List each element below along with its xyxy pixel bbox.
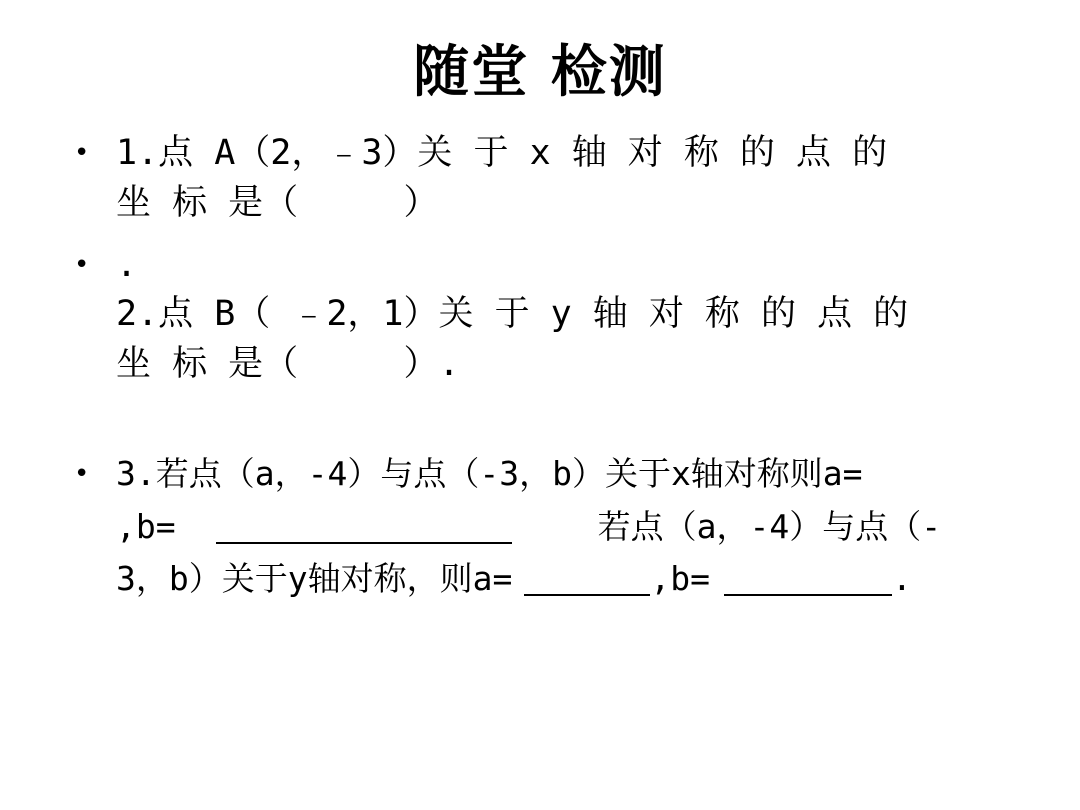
question-2-line-2: 2.点 B（ ﹣2，1）关 于 y 轴 对 称 的 点 的 (116, 294, 909, 334)
question-1-line-1: 1.点 A（2，﹣3）关 于 x 轴 对 称 的 点 的 (116, 133, 888, 173)
bullet-1: • (74, 138, 90, 168)
question-3-y-condition: 3，b）关于y轴对称，则a= (116, 559, 513, 598)
question-3-line-3 (116, 559, 912, 599)
question-3-line-2 (116, 507, 941, 547)
question-3-line-1: 3.若点（a，-4）与点（-3，b）关于x轴对称则a= (116, 454, 863, 493)
question-3-period: . (891, 559, 912, 598)
question-3-b-label-2: ,b= (650, 559, 710, 598)
question-3-b-label: ,b= (116, 507, 176, 546)
slide-title: 随堂 检测 (413, 40, 667, 105)
answer-blank-b-x (216, 512, 512, 544)
question-3-second-part: 若点（a，-4）与点（- (597, 507, 942, 546)
answer-blank-a-y (524, 564, 650, 596)
bullet-2: • (74, 250, 90, 280)
bullet-3: • (74, 459, 90, 489)
question-2-line-1: . (116, 245, 138, 285)
question-1-line-2: 坐 标 是（ ） (116, 183, 439, 223)
question-2-line-3: 坐 标 是（ ）. (116, 344, 460, 384)
answer-blank-b-y (724, 564, 892, 596)
